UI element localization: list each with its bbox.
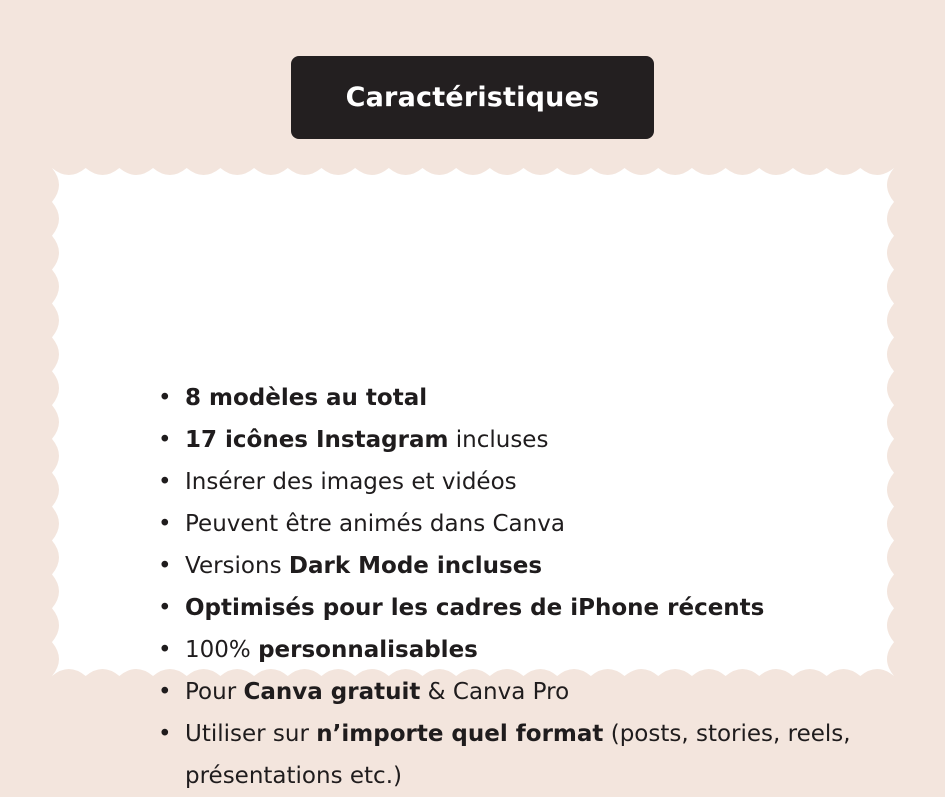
feature-item	[158, 587, 898, 629]
feature-item	[158, 671, 898, 713]
feature-text-bold: Dark Mode incluses	[288, 553, 543, 579]
bullet-icon: •	[158, 637, 172, 663]
feature-text: & Canva Pro	[420, 679, 570, 705]
feature-text: Versions	[185, 553, 289, 579]
bullet-icon: •	[158, 721, 172, 747]
page-title: Caractéristiques	[345, 82, 600, 113]
feature-text-bold: n’importe quel format	[316, 721, 604, 747]
feature-item	[158, 461, 898, 503]
bullet-icon: •	[158, 469, 172, 495]
bullet-icon: •	[158, 427, 172, 453]
feature-item	[158, 629, 898, 671]
feature-item	[158, 713, 898, 797]
feature-text-bold: 8 modèles au total	[185, 385, 428, 411]
feature-text-bold: Optimisés pour les cadres de iPhone récents	[185, 595, 765, 621]
feature-text: Utiliser sur	[185, 721, 317, 747]
feature-text-bold: 17 icônes Instagram	[185, 427, 449, 453]
feature-text: 100%	[185, 637, 259, 663]
title-badge	[291, 56, 654, 139]
feature-text-bold: personnalisables	[258, 637, 478, 663]
feature-text: incluses	[448, 427, 549, 453]
feature-text: (posts, stories, reels, présentations etc.)	[185, 721, 851, 789]
bullet-icon: •	[158, 679, 172, 705]
feature-text: Insérer des images et vidéos	[185, 469, 517, 495]
feature-text-bold: Canva gratuit	[243, 679, 421, 705]
feature-text: Pour	[185, 679, 244, 705]
feature-item	[158, 419, 898, 461]
bullet-icon: •	[158, 595, 172, 621]
feature-list	[158, 377, 898, 797]
feature-card	[52, 168, 894, 789]
feature-item	[158, 377, 898, 419]
bullet-icon: •	[158, 385, 172, 411]
feature-item	[158, 545, 898, 587]
feature-item	[158, 503, 898, 545]
feature-text: Peuvent être animés dans Canva	[185, 511, 565, 537]
bullet-icon: •	[158, 553, 172, 579]
bullet-icon: •	[158, 511, 172, 537]
